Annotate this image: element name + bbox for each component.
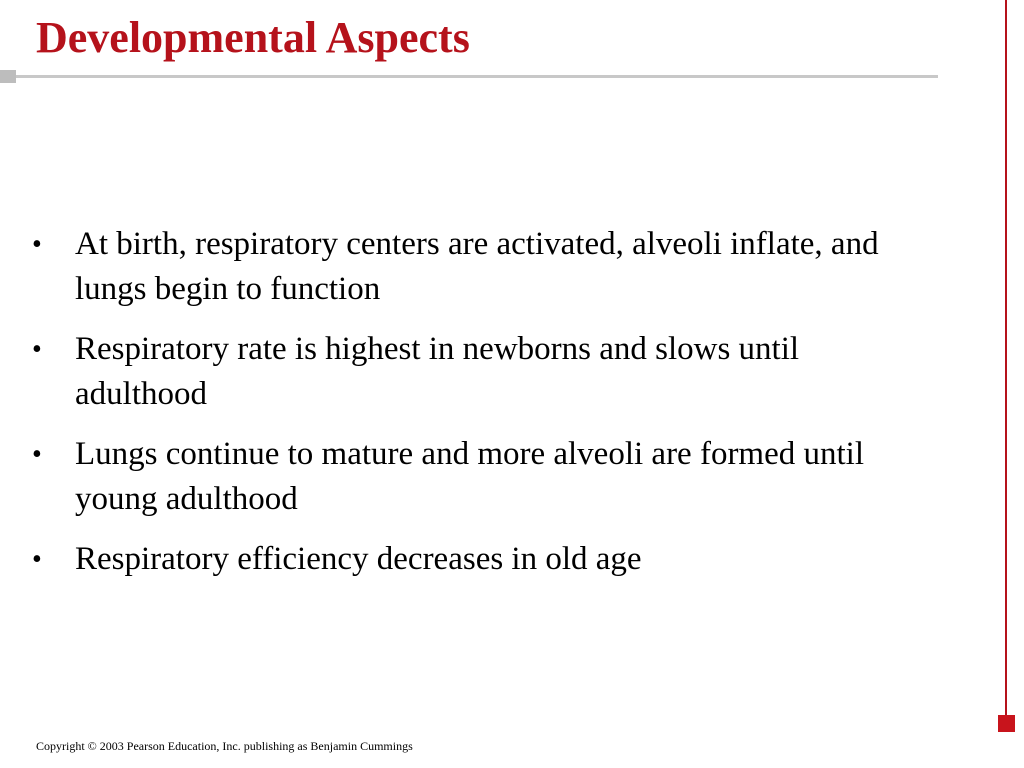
slide-title: Developmental Aspects xyxy=(36,13,470,62)
bullet-icon: • xyxy=(32,439,42,470)
bullet-item xyxy=(32,327,912,417)
bullet-item xyxy=(32,537,912,582)
bullet-list xyxy=(32,222,912,597)
bullet-item xyxy=(32,432,912,522)
bullet-text: At birth, respiratory centers are activated, alveoli inflate, and lungs begin to function xyxy=(75,226,879,307)
bullet-text: Lungs continue to mature and more alveoli are formed until young adulthood xyxy=(75,436,865,517)
title-marker-square xyxy=(0,70,16,83)
title-divider xyxy=(16,75,938,78)
corner-marker-square xyxy=(998,715,1015,732)
bullet-icon: • xyxy=(32,334,42,365)
bullet-item xyxy=(32,222,912,312)
bullet-text: Respiratory rate is highest in newborns and slows until adulthood xyxy=(75,331,800,412)
bullet-icon: • xyxy=(32,544,42,575)
bullet-icon: • xyxy=(32,229,42,260)
bullet-text: Respiratory efficiency decreases in old age xyxy=(75,541,642,577)
right-edge-rule xyxy=(1005,0,1007,715)
copyright-footer: Copyright © 2003 Pearson Education, Inc. publishing as Benjamin Cummings xyxy=(36,739,413,753)
